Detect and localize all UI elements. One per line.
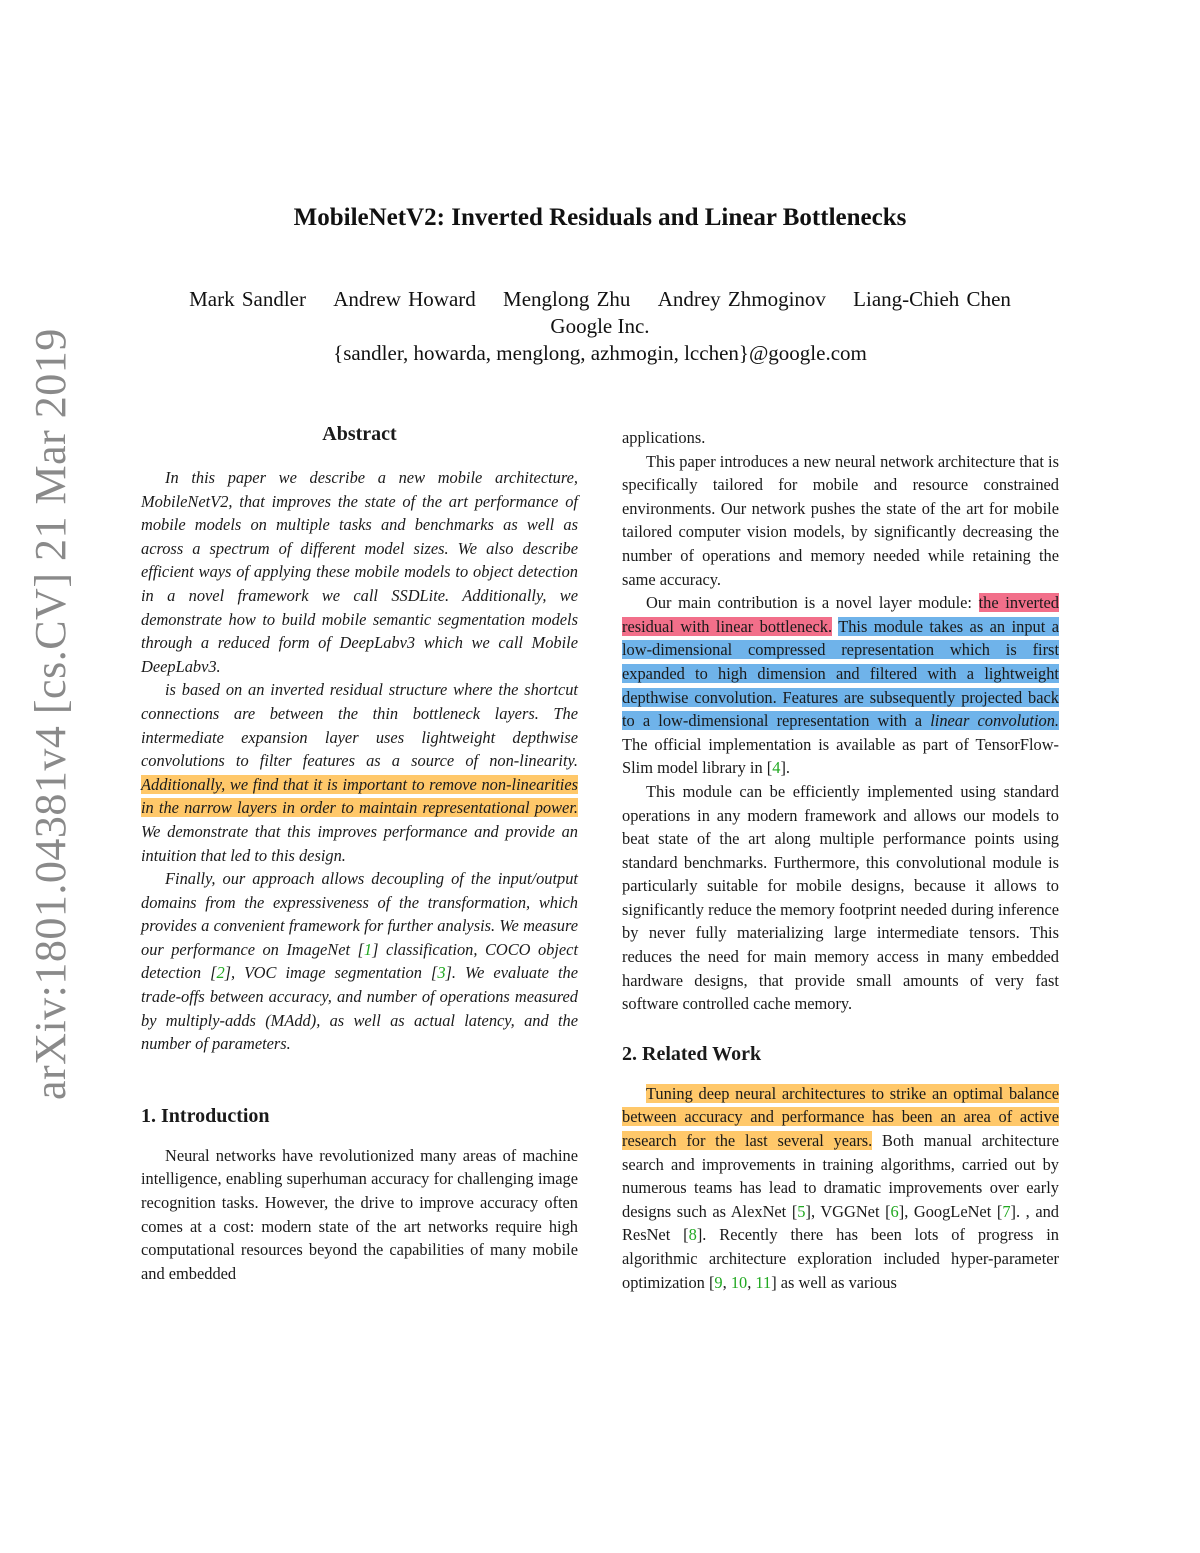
left-column	[141, 422, 578, 1285]
author-name: Liang-Chieh Chen	[853, 287, 1011, 311]
abstract-paragraph: In this paper we describe a new mobile architecture, MobileNetV2, that improves the state of the art performance of mobile models on multiple tasks and benchmarks as well as across a spectrum of different model sizes. We also describe efficient ways of applying these mobile models to object detection in a novel framework we call SSDLite. Additionally, we demonstrate how to build mobile semantic segmentation models through a reduced form of DeepLabv3 which we call Mobile DeepLabv3.	[141, 468, 578, 676]
abstract-section	[141, 422, 578, 1056]
citation-link[interactable]: 1	[363, 939, 373, 959]
citation-link[interactable]: 6	[890, 1201, 899, 1221]
paper-title: MobileNetV2: Inverted Residuals and Linear Bottlenecks	[293, 204, 907, 231]
author-name: Andrey Zhmoginov	[657, 287, 826, 311]
body-paragraph: This module can be efficiently implemented using standard operations in any modern framework and allows our models to beat state of the art along multiple performance points using standard benchmarks. Furthermore, this convolutional module is particularly suitable for mobile designs, because it allows to significantly reduce the memory footprint needed during inference by never fully materializing large intermediate tensors. This reduces the need for main memory access in many embedded hardware designs, that provide small amounts of very fast software controlled cache memory.	[622, 781, 1059, 1014]
body-paragraph: Our main contribution is a novel layer module: the inverted residual with linear bottleneck. This module takes as an input a low-dimensional compressed representation which is first expanded to high dimension and filtered with a lightweight depthwise convolution. Features are subsequently projected back to a low-dimensional representation with a linear convolution. The official implementation is available as part of TensorFlow-Slim model library in [4].	[622, 593, 1059, 778]
highlight-orange: Tuning deep neural architectures to strike an optimal balance between accuracy and performance has been an area of active research for the last several years.	[622, 1083, 1059, 1151]
highlight-pink: the inverted residual with linear bottleneck.	[622, 593, 1059, 636]
citation-link[interactable]: 7	[1002, 1201, 1011, 1221]
abstract-heading: Abstract	[322, 423, 397, 445]
author-name: Mark Sandler	[189, 287, 306, 311]
citation-link[interactable]: 11	[755, 1272, 772, 1292]
citation-link[interactable]: 9	[714, 1272, 723, 1292]
body-paragraph: This paper introduces a new neural network architecture that is specifically tailored for mobile and resource constrained environments. Our network pushes the state of the art for mobile tailored computer vision models, by significantly decreasing the number of operations and memory needed while retaining the same accuracy.	[622, 451, 1059, 589]
section-heading-related-work: 2. Related Work	[622, 1042, 762, 1065]
highlight-blue: This module takes as an input a low-dimensional compressed representation which is first expanded to high dimension and filtered with a lightweight depthwise convolution. Features are subsequently projected back to a low-dimensional representation with a linear convolution.	[622, 616, 1059, 731]
arxiv-identifier: arXiv:1801.04381v4 [cs.CV] 21 Mar 2019	[26, 328, 75, 1100]
abstract-paragraph: is based on an inverted residual structure where the shortcut connections are between the thin bottleneck layers. The intermediate expansion layer uses lightweight depthwise convolutions to filter features as a source of non-linearity. Additionally, we find that it is important to remove non-linearities in the narrow layers in order to maintain representational power. We demonstrate that this improves performance and provide an intuition that led to this design.	[141, 680, 578, 865]
author-name: Menglong Zhu	[503, 287, 631, 311]
citation-link[interactable]: 2	[216, 963, 225, 983]
right-column	[622, 426, 1059, 1294]
citation-link[interactable]: 10	[730, 1272, 748, 1292]
author-name: Andrew Howard	[333, 287, 476, 311]
body-paragraph: Tuning deep neural architectures to strike an optimal balance between accuracy and performance has been an area of active research for the last several years. Both manual architecture search and improvements in training algorithms, carried out by numerous teams has lead to dramatic improvements over early designs such as AlexNet [5], VGGNet [6], GoogLeNet [7]. , and ResNet [8]. Recently there has been lots of progress in algorithmic architecture exploration included hyper-parameter optimization [9, 10, 11] as well as various	[622, 1083, 1060, 1292]
citation-link[interactable]: 3	[437, 963, 446, 983]
author-block	[0, 286, 1200, 367]
citation-link[interactable]: 8	[688, 1225, 697, 1245]
citation-link[interactable]: 5	[797, 1201, 806, 1221]
citation-link[interactable]: 4	[772, 758, 781, 778]
author-names	[0, 286, 1200, 313]
body-paragraph: Neural networks have revolutionized many areas of machine intelligence, enabling superhuman accuracy for challenging image recognition tasks. However, the drive to improve accuracy often comes at a cost: modern state of the art networks require high computational resources beyond the capabilities of many mobile and embedded	[141, 1145, 578, 1283]
highlight-orange: Additionally, we find that it is important to remove non-linearities in the narrow layers in order to maintain representational power.	[141, 774, 578, 818]
section-heading-introduction: 1. Introduction	[141, 1104, 270, 1127]
abstract-paragraph: Finally, our approach allows decoupling of the input/output domains from the expressiveness of the transformation, which provides a convenient framework for further analysis. We measure our performance on ImageNet [1] classification, COCO object detection [2], VOC image segmentation [3]. We evaluate the trade-offs between accuracy, and number of operations measured by multiply-adds (MAdd), as well as actual latency, and the number of parameters.	[141, 869, 578, 1054]
body-paragraph: applications.	[622, 428, 706, 447]
affiliation: Google Inc.	[550, 314, 650, 338]
author-emails: {sandler, howarda, menglong, azhmogin, lcchen}@google.com	[333, 341, 867, 365]
